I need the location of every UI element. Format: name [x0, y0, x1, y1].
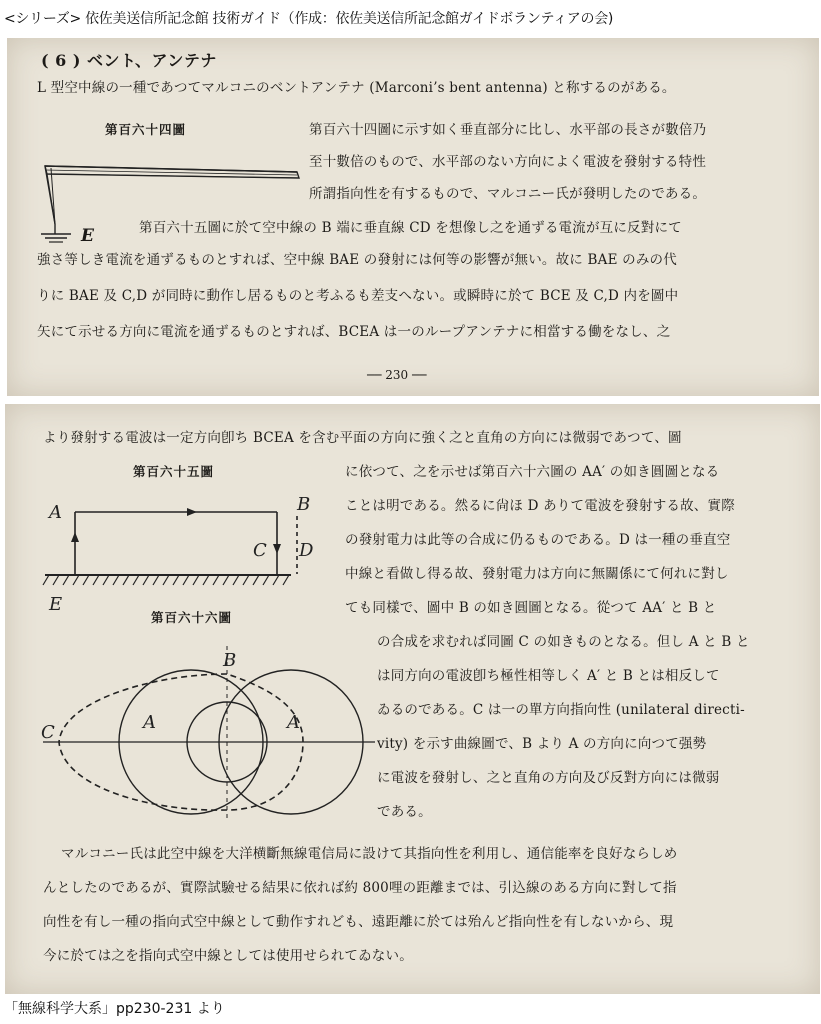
text-line: の發射電力は此等の合成に仍るものである。D は一種の垂直空	[345, 532, 731, 548]
text-line: んとしたのであるが、實際試驗せる結果に依れば約 800哩の距離までは、引込線のある方向に對して指	[43, 880, 677, 896]
text-line: 第百六十五圖に於て空中線の B 端に垂直線 CD を想像し之を通ずる電流が互に反對にて	[139, 220, 682, 236]
text-line: に電波を發射し、之と直角の方向及び反對方向には微弱	[377, 770, 720, 786]
text-line: より發射する電波は一定方向卽ち BCEA を含む平面の方向に強く之と直角の方向には微弱であつて、圖	[43, 430, 682, 446]
figure-165-letter-c: C	[253, 540, 267, 561]
figure-165-label: 第百六十五圖	[133, 464, 215, 479]
series-caption: <シリーズ> 依佐美送信所記念館 技術ガイド（作成：依佐美送信所記念館ガイドボランティアの会)	[4, 11, 614, 27]
text-line: 中線と看做し得る故、發射電力は方向に無關係にて何れに對し	[345, 566, 729, 582]
figure-165-letter-a: A	[49, 502, 62, 523]
figure-165-letter-d: D	[299, 540, 314, 561]
figure-166-letter-c: C	[41, 722, 55, 743]
figure-166-polar-diagram	[35, 630, 385, 830]
text-line: マルコニー氏は此空中線を大洋横斷無線電信局に設けて其指向性を利用し、通信能率を良好ならしめ	[61, 846, 678, 862]
text-line: 矢にて示せる方向に電流を通ずるものとすれば、BCEA は一のループアンテナに相當する働をなし、之	[37, 324, 671, 340]
text-line: ても同樣で、圖中 B の如き圓圖となる。從つて AA′ と B と	[345, 600, 717, 616]
figure-166-label: 第百六十六圖	[151, 610, 233, 625]
text-line: ことは明である。然るに尙ほ D ありて電波を發射する故、實際	[345, 498, 735, 514]
source-caption: 「無線科学大系」pp230-231 より	[4, 1001, 225, 1017]
text-line: 強さ等しき電流を通ずるものとすれば、空中線 BAE の發射には何等の影響が無い。故に BAE のみの代	[37, 252, 677, 268]
text-line: 向性を有し一種の指向式空中線として動作すれども、遠距離に於ては殆んど指向性を有しないから、現	[43, 914, 674, 930]
text-line: は同方向の電波卽ち極性相等しく A′ と B とは相反して	[377, 668, 720, 684]
text-line: に依つて、之を示せば第百六十六圖の AA′ の如き圓圖となる	[345, 464, 720, 480]
text-line: 今に於ては之を指向式空中線としては使用せられてゐない。	[43, 948, 413, 964]
figure-166-letter-a-left: A	[143, 712, 156, 733]
text-line: である。	[377, 804, 432, 820]
figure-165-letter-e: E	[49, 594, 63, 615]
figure-166-letter-a-right: A	[287, 712, 300, 733]
figure-165-diagram	[35, 482, 314, 615]
text-line: 至十數倍のもので、水平部のない方向によく電波を發射する特性	[309, 154, 707, 170]
text-line: L 型空中線の一種であつてマルコニのベントアンテナ (Marconi’s bent antenna) と称するのがある。	[37, 80, 676, 96]
figure-164-label: 第百六十四圖	[105, 122, 187, 137]
text-line: の合成を求むれば同圖 C の如きものとなる。但し A と B と	[377, 634, 750, 650]
page-number: ── 230 ──	[367, 368, 427, 382]
text-line: vity) を示す曲線圖で、B より A の方向に向つて强勢	[377, 736, 707, 752]
text-line: ゐるのである。C は一の單方向指向性 (unilateral directi-	[377, 702, 745, 718]
figure-164-letter-e: E	[81, 226, 95, 246]
text-line: りに BAE 及 C,D が同時に動作し居るものと考ふるも差支へない。或瞬時に於て BCE 及 C,D 内を圖中	[37, 288, 679, 304]
text-line: 第百六十四圖に示す如く垂直部分に比し、水平部の長さが數倍乃	[309, 122, 707, 138]
scan-page-230	[7, 38, 819, 396]
figure-165-letter-b: B	[297, 494, 311, 515]
section-heading: ( 6 ) ベント、アンテナ	[41, 51, 217, 70]
scan-page-231	[5, 404, 820, 994]
figure-164-bent-antenna	[27, 138, 317, 268]
figure-166-letter-b: B	[223, 650, 237, 671]
text-line: 所謂指向性を有するもので、マルコニー氏が發明したのである。	[309, 186, 707, 202]
